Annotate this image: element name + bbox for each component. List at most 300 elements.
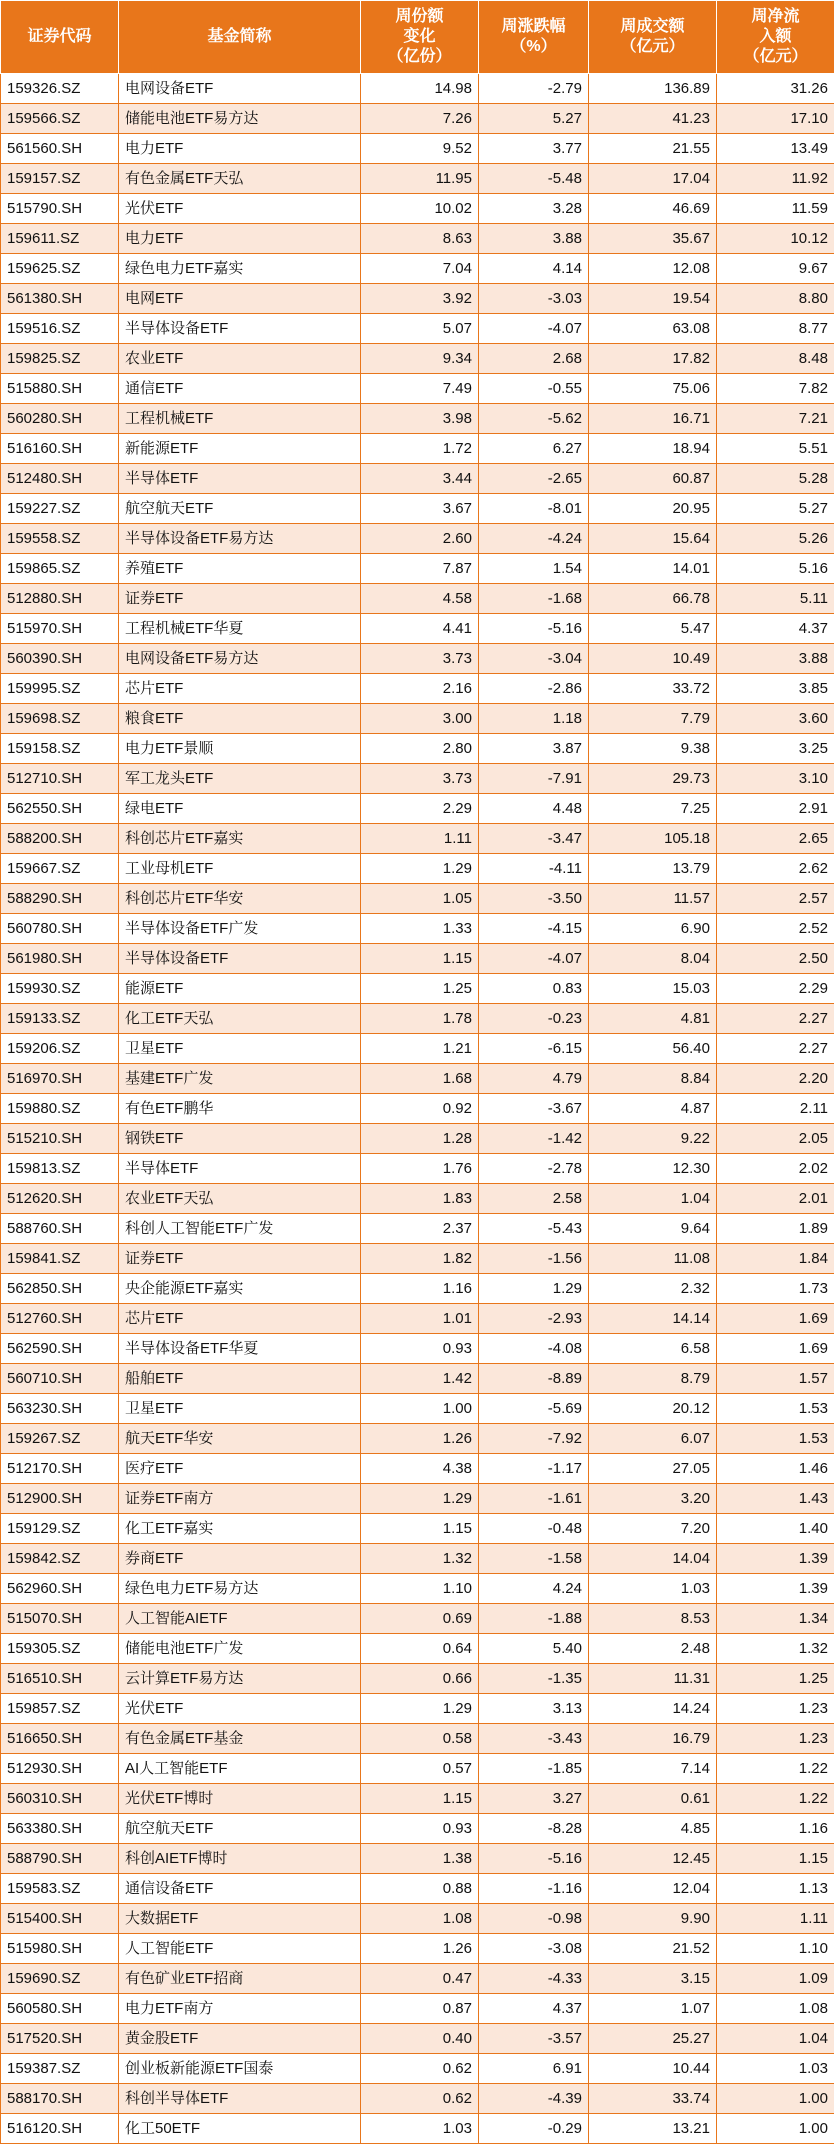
cell-price-change: 5.40 — [479, 1634, 589, 1664]
table-row — [1, 1394, 834, 1424]
cell-turnover: 66.78 — [589, 584, 717, 614]
cell-net-inflow: 1.69 — [717, 1304, 834, 1334]
cell-share-change: 3.67 — [361, 494, 479, 524]
table-row — [1, 1154, 834, 1184]
cell-security-code: 562960.SH — [1, 1574, 119, 1604]
cell-share-change: 1.08 — [361, 1904, 479, 1934]
cell-share-change: 5.07 — [361, 314, 479, 344]
cell-net-inflow: 5.28 — [717, 464, 834, 494]
cell-turnover: 10.49 — [589, 644, 717, 674]
cell-security-code: 159825.SZ — [1, 344, 119, 374]
table-row — [1, 1184, 834, 1214]
table-row — [1, 554, 834, 584]
cell-share-change: 7.04 — [361, 254, 479, 284]
cell-security-code: 512170.SH — [1, 1454, 119, 1484]
cell-turnover: 9.90 — [589, 1904, 717, 1934]
cell-net-inflow: 2.01 — [717, 1184, 834, 1214]
cell-fund-name: AI人工智能ETF — [119, 1754, 361, 1784]
cell-security-code: 159133.SZ — [1, 1004, 119, 1034]
table-row — [1, 1694, 834, 1724]
cell-turnover: 18.94 — [589, 434, 717, 464]
cell-security-code: 512930.SH — [1, 1754, 119, 1784]
cell-turnover: 27.05 — [589, 1454, 717, 1484]
cell-security-code: 159516.SZ — [1, 314, 119, 344]
cell-security-code: 561980.SH — [1, 944, 119, 974]
cell-share-change: 7.49 — [361, 374, 479, 404]
table-row — [1, 224, 834, 254]
cell-share-change: 3.73 — [361, 644, 479, 674]
column-header-turnover: 周成交额 （亿元） — [589, 1, 717, 74]
cell-fund-name: 芯片ETF — [119, 674, 361, 704]
cell-net-inflow: 1.69 — [717, 1334, 834, 1364]
table-row — [1, 1274, 834, 1304]
cell-share-change: 1.42 — [361, 1364, 479, 1394]
cell-turnover: 12.08 — [589, 254, 717, 284]
cell-security-code: 159387.SZ — [1, 2054, 119, 2084]
cell-net-inflow: 3.85 — [717, 674, 834, 704]
cell-share-change: 1.82 — [361, 1244, 479, 1274]
cell-share-change: 0.58 — [361, 1724, 479, 1754]
cell-price-change: 3.77 — [479, 134, 589, 164]
cell-price-change: -5.16 — [479, 614, 589, 644]
cell-security-code: 159930.SZ — [1, 974, 119, 1004]
cell-share-change: 0.66 — [361, 1664, 479, 1694]
cell-fund-name: 科创AIETF博时 — [119, 1844, 361, 1874]
cell-turnover: 12.04 — [589, 1874, 717, 1904]
cell-share-change: 1.00 — [361, 1394, 479, 1424]
cell-price-change: 4.14 — [479, 254, 589, 284]
cell-share-change: 0.57 — [361, 1754, 479, 1784]
cell-price-change: -7.92 — [479, 1424, 589, 1454]
cell-net-inflow: 1.32 — [717, 1634, 834, 1664]
cell-fund-name: 储能电池ETF易方达 — [119, 104, 361, 134]
table-row — [1, 374, 834, 404]
cell-security-code: 159566.SZ — [1, 104, 119, 134]
cell-price-change: -8.28 — [479, 1814, 589, 1844]
table-row — [1, 974, 834, 1004]
cell-turnover: 16.71 — [589, 404, 717, 434]
cell-security-code: 512480.SH — [1, 464, 119, 494]
table-row — [1, 74, 834, 104]
table-row — [1, 1934, 834, 1964]
table-row — [1, 674, 834, 704]
cell-net-inflow: 2.52 — [717, 914, 834, 944]
table-row — [1, 1754, 834, 1784]
cell-fund-name: 电网ETF — [119, 284, 361, 314]
cell-turnover: 7.25 — [589, 794, 717, 824]
cell-net-inflow: 1.11 — [717, 1904, 834, 1934]
cell-price-change: 6.91 — [479, 2054, 589, 2084]
cell-security-code: 588200.SH — [1, 824, 119, 854]
cell-turnover: 29.73 — [589, 764, 717, 794]
cell-net-inflow: 1.89 — [717, 1214, 834, 1244]
cell-share-change: 1.16 — [361, 1274, 479, 1304]
cell-share-change: 1.29 — [361, 1694, 479, 1724]
table-row — [1, 1544, 834, 1574]
cell-fund-name: 航空航天ETF — [119, 1814, 361, 1844]
cell-share-change: 1.21 — [361, 1034, 479, 1064]
cell-net-inflow: 2.62 — [717, 854, 834, 884]
cell-fund-name: 粮食ETF — [119, 704, 361, 734]
cell-net-inflow: 31.26 — [717, 74, 834, 104]
cell-security-code: 560280.SH — [1, 404, 119, 434]
table-row — [1, 1874, 834, 1904]
cell-turnover: 19.54 — [589, 284, 717, 314]
cell-fund-name: 医疗ETF — [119, 1454, 361, 1484]
table-row — [1, 614, 834, 644]
cell-net-inflow: 1.09 — [717, 1964, 834, 1994]
cell-price-change: -4.33 — [479, 1964, 589, 1994]
cell-turnover: 8.53 — [589, 1604, 717, 1634]
cell-turnover: 3.20 — [589, 1484, 717, 1514]
cell-security-code: 159865.SZ — [1, 554, 119, 584]
cell-security-code: 515970.SH — [1, 614, 119, 644]
cell-share-change: 14.98 — [361, 74, 479, 104]
cell-share-change: 1.10 — [361, 1574, 479, 1604]
cell-net-inflow: 3.60 — [717, 704, 834, 734]
cell-price-change: 1.29 — [479, 1274, 589, 1304]
cell-net-inflow: 8.80 — [717, 284, 834, 314]
cell-share-change: 3.00 — [361, 704, 479, 734]
cell-turnover: 15.64 — [589, 524, 717, 554]
cell-price-change: -0.29 — [479, 2114, 589, 2144]
cell-price-change: -2.78 — [479, 1154, 589, 1184]
cell-price-change: -4.08 — [479, 1334, 589, 1364]
table-row — [1, 764, 834, 794]
table-row — [1, 1334, 834, 1364]
cell-share-change: 1.15 — [361, 944, 479, 974]
cell-net-inflow: 10.12 — [717, 224, 834, 254]
cell-fund-name: 航空航天ETF — [119, 494, 361, 524]
cell-share-change: 1.29 — [361, 1484, 479, 1514]
cell-share-change: 2.60 — [361, 524, 479, 554]
cell-price-change: -2.79 — [479, 74, 589, 104]
cell-fund-name: 电网设备ETF — [119, 74, 361, 104]
cell-share-change: 0.69 — [361, 1604, 479, 1634]
cell-fund-name: 半导体设备ETF — [119, 944, 361, 974]
cell-price-change: -1.42 — [479, 1124, 589, 1154]
cell-net-inflow: 2.29 — [717, 974, 834, 1004]
cell-turnover: 6.90 — [589, 914, 717, 944]
cell-turnover: 75.06 — [589, 374, 717, 404]
cell-security-code: 159690.SZ — [1, 1964, 119, 1994]
cell-fund-name: 电力ETF — [119, 224, 361, 254]
cell-net-inflow: 1.43 — [717, 1484, 834, 1514]
cell-net-inflow: 3.10 — [717, 764, 834, 794]
cell-fund-name: 证券ETF — [119, 584, 361, 614]
table-row — [1, 1034, 834, 1064]
cell-price-change: -4.15 — [479, 914, 589, 944]
cell-share-change: 3.73 — [361, 764, 479, 794]
cell-fund-name: 人工智能AIETF — [119, 1604, 361, 1634]
cell-turnover: 9.64 — [589, 1214, 717, 1244]
cell-fund-name: 储能电池ETF广发 — [119, 1634, 361, 1664]
cell-net-inflow: 2.02 — [717, 1154, 834, 1184]
cell-price-change: -2.86 — [479, 674, 589, 704]
cell-turnover: 41.23 — [589, 104, 717, 134]
cell-price-change: 4.37 — [479, 1994, 589, 2024]
table-row — [1, 1064, 834, 1094]
cell-security-code: 515210.SH — [1, 1124, 119, 1154]
cell-net-inflow: 1.57 — [717, 1364, 834, 1394]
cell-fund-name: 央企能源ETF嘉实 — [119, 1274, 361, 1304]
cell-net-inflow: 1.39 — [717, 1544, 834, 1574]
table-row — [1, 1124, 834, 1154]
cell-price-change: -3.03 — [479, 284, 589, 314]
cell-price-change: -1.61 — [479, 1484, 589, 1514]
cell-share-change: 1.15 — [361, 1784, 479, 1814]
cell-fund-name: 人工智能ETF — [119, 1934, 361, 1964]
cell-price-change: -1.58 — [479, 1544, 589, 1574]
cell-net-inflow: 3.88 — [717, 644, 834, 674]
cell-security-code: 562590.SH — [1, 1334, 119, 1364]
cell-net-inflow: 1.13 — [717, 1874, 834, 1904]
cell-turnover: 8.04 — [589, 944, 717, 974]
cell-price-change: 1.18 — [479, 704, 589, 734]
cell-share-change: 2.37 — [361, 1214, 479, 1244]
table-row — [1, 794, 834, 824]
cell-price-change: -3.50 — [479, 884, 589, 914]
cell-share-change: 7.26 — [361, 104, 479, 134]
table-row — [1, 1724, 834, 1754]
cell-net-inflow: 1.23 — [717, 1724, 834, 1754]
cell-security-code: 588290.SH — [1, 884, 119, 914]
cell-price-change: 2.58 — [479, 1184, 589, 1214]
cell-price-change: -2.65 — [479, 464, 589, 494]
cell-price-change: -4.11 — [479, 854, 589, 884]
table-row — [1, 164, 834, 194]
cell-net-inflow: 11.59 — [717, 194, 834, 224]
cell-security-code: 159841.SZ — [1, 1244, 119, 1274]
table-row — [1, 584, 834, 614]
cell-price-change: 6.27 — [479, 434, 589, 464]
table-row — [1, 1964, 834, 1994]
cell-price-change: -6.15 — [479, 1034, 589, 1064]
cell-security-code: 515400.SH — [1, 1904, 119, 1934]
cell-price-change: -0.48 — [479, 1514, 589, 1544]
cell-security-code: 159698.SZ — [1, 704, 119, 734]
cell-share-change: 1.26 — [361, 1934, 479, 1964]
cell-fund-name: 芯片ETF — [119, 1304, 361, 1334]
cell-share-change: 1.38 — [361, 1844, 479, 1874]
cell-net-inflow: 2.05 — [717, 1124, 834, 1154]
table-row — [1, 1214, 834, 1244]
cell-security-code: 159880.SZ — [1, 1094, 119, 1124]
cell-security-code: 562550.SH — [1, 794, 119, 824]
cell-fund-name: 养殖ETF — [119, 554, 361, 584]
cell-fund-name: 云计算ETF易方达 — [119, 1664, 361, 1694]
cell-net-inflow: 7.82 — [717, 374, 834, 404]
cell-net-inflow: 5.11 — [717, 584, 834, 614]
cell-fund-name: 有色金属ETF基金 — [119, 1724, 361, 1754]
cell-share-change: 10.02 — [361, 194, 479, 224]
cell-share-change: 2.16 — [361, 674, 479, 704]
cell-price-change: 4.24 — [479, 1574, 589, 1604]
cell-net-inflow: 5.27 — [717, 494, 834, 524]
cell-net-inflow: 1.22 — [717, 1784, 834, 1814]
cell-turnover: 6.58 — [589, 1334, 717, 1364]
cell-fund-name: 绿电ETF — [119, 794, 361, 824]
cell-price-change: -4.24 — [479, 524, 589, 554]
cell-security-code: 159267.SZ — [1, 1424, 119, 1454]
cell-share-change: 1.26 — [361, 1424, 479, 1454]
cell-security-code: 159857.SZ — [1, 1694, 119, 1724]
cell-net-inflow: 1.39 — [717, 1574, 834, 1604]
cell-fund-name: 券商ETF — [119, 1544, 361, 1574]
cell-security-code: 560310.SH — [1, 1784, 119, 1814]
table-row — [1, 824, 834, 854]
cell-turnover: 12.45 — [589, 1844, 717, 1874]
cell-turnover: 3.15 — [589, 1964, 717, 1994]
cell-security-code: 159813.SZ — [1, 1154, 119, 1184]
cell-price-change: -1.68 — [479, 584, 589, 614]
cell-net-inflow: 1.53 — [717, 1394, 834, 1424]
cell-share-change: 7.87 — [361, 554, 479, 584]
cell-turnover: 35.67 — [589, 224, 717, 254]
cell-fund-name: 半导体ETF — [119, 1154, 361, 1184]
cell-turnover: 8.79 — [589, 1364, 717, 1394]
cell-price-change: -1.16 — [479, 1874, 589, 1904]
cell-net-inflow: 2.50 — [717, 944, 834, 974]
table-row — [1, 314, 834, 344]
cell-net-inflow: 1.00 — [717, 2114, 834, 2144]
cell-share-change: 1.11 — [361, 824, 479, 854]
cell-security-code: 516650.SH — [1, 1724, 119, 1754]
table-row — [1, 1904, 834, 1934]
cell-price-change: 3.28 — [479, 194, 589, 224]
table-row — [1, 1814, 834, 1844]
cell-turnover: 56.40 — [589, 1034, 717, 1064]
table-row — [1, 134, 834, 164]
cell-net-inflow: 5.16 — [717, 554, 834, 584]
cell-fund-name: 光伏ETF — [119, 1694, 361, 1724]
table-row — [1, 1304, 834, 1334]
cell-fund-name: 证券ETF南方 — [119, 1484, 361, 1514]
cell-security-code: 159129.SZ — [1, 1514, 119, 1544]
column-header-share-change: 周份额 变化 （亿份） — [361, 1, 479, 74]
cell-price-change: -5.69 — [479, 1394, 589, 1424]
cell-share-change: 3.92 — [361, 284, 479, 314]
cell-turnover: 11.57 — [589, 884, 717, 914]
cell-security-code: 515880.SH — [1, 374, 119, 404]
cell-fund-name: 有色ETF鹏华 — [119, 1094, 361, 1124]
cell-net-inflow: 2.65 — [717, 824, 834, 854]
cell-security-code: 561380.SH — [1, 284, 119, 314]
cell-price-change: -3.57 — [479, 2024, 589, 2054]
cell-share-change: 2.29 — [361, 794, 479, 824]
cell-security-code: 159158.SZ — [1, 734, 119, 764]
cell-turnover: 1.07 — [589, 1994, 717, 2024]
cell-security-code: 159558.SZ — [1, 524, 119, 554]
table-row — [1, 284, 834, 314]
cell-fund-name: 半导体设备ETF — [119, 314, 361, 344]
table-row — [1, 734, 834, 764]
cell-fund-name: 科创人工智能ETF广发 — [119, 1214, 361, 1244]
cell-fund-name: 半导体ETF — [119, 464, 361, 494]
cell-fund-name: 工程机械ETF华夏 — [119, 614, 361, 644]
cell-price-change: -0.55 — [479, 374, 589, 404]
cell-security-code: 512900.SH — [1, 1484, 119, 1514]
cell-security-code: 159625.SZ — [1, 254, 119, 284]
cell-price-change: -8.01 — [479, 494, 589, 524]
cell-security-code: 516510.SH — [1, 1664, 119, 1694]
cell-net-inflow: 2.91 — [717, 794, 834, 824]
cell-turnover: 14.01 — [589, 554, 717, 584]
cell-net-inflow: 1.84 — [717, 1244, 834, 1274]
cell-net-inflow: 1.10 — [717, 1934, 834, 1964]
cell-price-change: 3.27 — [479, 1784, 589, 1814]
cell-security-code: 515070.SH — [1, 1604, 119, 1634]
cell-share-change: 0.47 — [361, 1964, 479, 1994]
cell-share-change: 3.98 — [361, 404, 479, 434]
table-row — [1, 1454, 834, 1484]
cell-net-inflow: 7.21 — [717, 404, 834, 434]
cell-fund-name: 通信ETF — [119, 374, 361, 404]
cell-turnover: 2.48 — [589, 1634, 717, 1664]
cell-security-code: 588790.SH — [1, 1844, 119, 1874]
cell-security-code: 560710.SH — [1, 1364, 119, 1394]
table-row — [1, 1664, 834, 1694]
cell-price-change: -7.91 — [479, 764, 589, 794]
cell-share-change: 1.33 — [361, 914, 479, 944]
cell-turnover: 17.04 — [589, 164, 717, 194]
table-row — [1, 104, 834, 134]
cell-turnover: 5.47 — [589, 614, 717, 644]
cell-net-inflow: 1.16 — [717, 1814, 834, 1844]
cell-share-change: 1.83 — [361, 1184, 479, 1214]
table-row — [1, 494, 834, 524]
cell-fund-name: 航天ETF华安 — [119, 1424, 361, 1454]
cell-security-code: 159227.SZ — [1, 494, 119, 524]
cell-turnover: 4.85 — [589, 1814, 717, 1844]
cell-share-change: 1.15 — [361, 1514, 479, 1544]
cell-price-change: -3.47 — [479, 824, 589, 854]
cell-net-inflow: 1.40 — [717, 1514, 834, 1544]
cell-net-inflow: 9.67 — [717, 254, 834, 284]
table-row — [1, 704, 834, 734]
cell-price-change: 2.68 — [479, 344, 589, 374]
cell-price-change: -0.98 — [479, 1904, 589, 1934]
cell-share-change: 0.93 — [361, 1334, 479, 1364]
cell-price-change: -4.07 — [479, 944, 589, 974]
cell-security-code: 159326.SZ — [1, 74, 119, 104]
cell-fund-name: 光伏ETF博时 — [119, 1784, 361, 1814]
cell-share-change: 1.01 — [361, 1304, 479, 1334]
cell-share-change: 0.62 — [361, 2054, 479, 2084]
cell-fund-name: 钢铁ETF — [119, 1124, 361, 1154]
cell-fund-name: 电力ETF南方 — [119, 1994, 361, 2024]
cell-net-inflow: 4.37 — [717, 614, 834, 644]
table-row — [1, 1844, 834, 1874]
cell-price-change: 3.88 — [479, 224, 589, 254]
table-body — [1, 74, 834, 2144]
cell-security-code: 560780.SH — [1, 914, 119, 944]
cell-turnover: 17.82 — [589, 344, 717, 374]
table-row — [1, 2054, 834, 2084]
cell-share-change: 4.38 — [361, 1454, 479, 1484]
column-header-net-inflow: 周净流 入额 （亿元） — [717, 1, 834, 74]
column-header-name: 基金简称 — [119, 1, 361, 74]
cell-turnover: 46.69 — [589, 194, 717, 224]
cell-fund-name: 能源ETF — [119, 974, 361, 1004]
table-row — [1, 1004, 834, 1034]
cell-net-inflow: 5.26 — [717, 524, 834, 554]
cell-security-code: 516160.SH — [1, 434, 119, 464]
cell-fund-name: 有色金属ETF天弘 — [119, 164, 361, 194]
cell-net-inflow: 1.25 — [717, 1664, 834, 1694]
cell-security-code: 516120.SH — [1, 2114, 119, 2144]
table-row — [1, 524, 834, 554]
